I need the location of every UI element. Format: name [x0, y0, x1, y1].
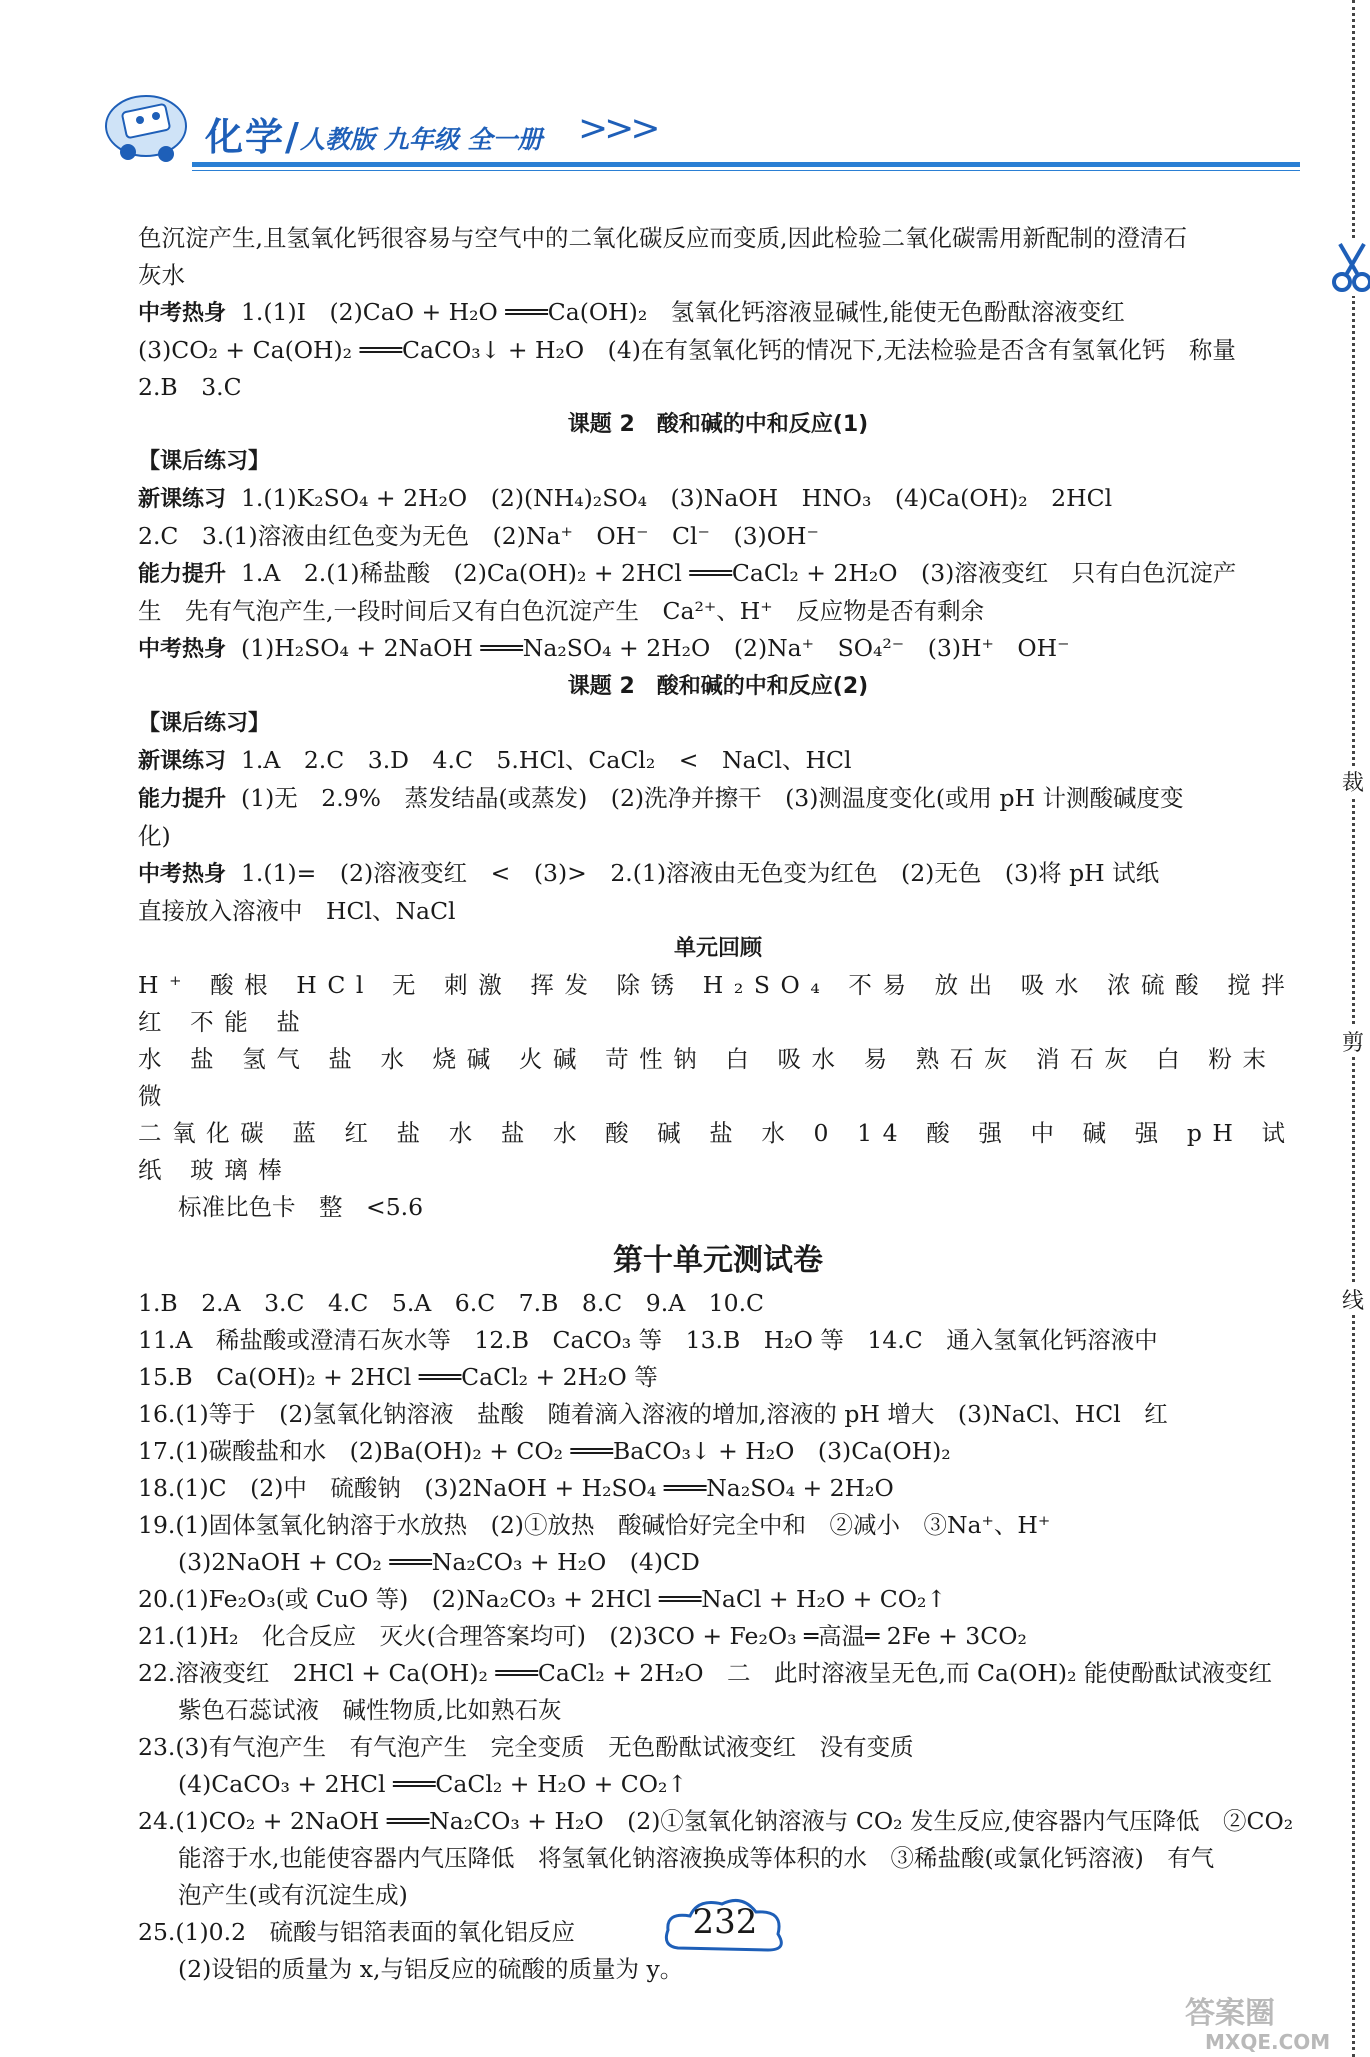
- text-line: 中考热身 1.(1)Ⅰ (2)CaO + H₂O ═══Ca(OH)₂ 氢氧化钙溶液显碱性,能使无色酚酞溶液变红: [138, 298, 1125, 326]
- text-line: 生 先有气泡产生,一段时间后又有白色沉淀产生 Ca²⁺、H⁺ 反应物是否有剩余: [138, 597, 985, 625]
- text-line: 灰水: [138, 261, 185, 289]
- review-line: H⁺ 酸根 HCl 无 刺激 挥发 除锈 H₂SO₄ 不易 放出 吸水 浓硫酸 搅拌 红 不能 盐: [138, 971, 1296, 1036]
- watermark-logo: [1175, 1985, 1365, 2055]
- answer-line: 能溶于水,也能使容器内气压降低 将氢氧化钠溶液换成等体积的水 ③稀盐酸(或氯化钙溶液) 有气: [178, 1844, 1215, 1872]
- edition-label: 人教版 九年级 全一册: [300, 125, 543, 154]
- answer-line: (3)2NaOH + CO₂ ═══Na₂CO₃ + H₂O (4)CD: [178, 1548, 700, 1576]
- header-rule-thin: [192, 170, 1300, 171]
- exercise-heading: 【课后练习】: [138, 711, 271, 736]
- section-title: 课题 2 酸和碱的中和反应(2): [567, 674, 869, 699]
- answer-line: 20.(1)Fe₂O₃(或 CuO 等) (2)Na₂CO₃ + 2HCl ═══NaCl + H₂O + CO₂↑: [138, 1585, 947, 1613]
- svg-text:MXQE.COM: MXQE.COM: [1205, 2030, 1331, 2054]
- section-title: 课题 2 酸和碱的中和反应(1): [567, 412, 869, 437]
- answer-content: [138, 220, 1298, 1988]
- answer-line: 15.B Ca(OH)₂ + 2HCl ═══CaCl₂ + 2H₂O 等: [138, 1363, 658, 1391]
- review-line: 二氧化碳 蓝 红 盐 水 盐 水 酸 碱 盐 水 0 14 酸 强 中 碱 强 pH 试纸 玻璃棒: [138, 1119, 1296, 1184]
- side-mark-line: 线: [1333, 1284, 1370, 1315]
- answer-line: 17.(1)碳酸盐和水 (2)Ba(OH)₂ + CO₂ ═══BaCO₃↓ + H₂O (3)Ca(OH)₂: [138, 1437, 951, 1465]
- answer-line: (4)CaCO₃ + 2HCl ═══CaCl₂ + H₂O + CO₂↑: [178, 1770, 688, 1798]
- page-number-text: 232: [692, 1902, 758, 1942]
- text-line: 直接放入溶液中 HCl、NaCl: [138, 897, 456, 925]
- chevrons-icon: >>>: [578, 108, 657, 149]
- text-line: 能力提升 (1)无 2.9% 蒸发结晶(或蒸发) (2)洗净并擦干 (3)测温度变化(或用 pH 计测酸碱度变: [138, 784, 1184, 812]
- text-line: 化): [138, 822, 171, 850]
- section-tag: 新课练习: [138, 487, 227, 512]
- answer-line: 紫色石蕊试液 碱性物质,比如熟石灰: [178, 1696, 562, 1724]
- text-line: 中考热身 (1)H₂SO₄ + 2NaOH ═══Na₂SO₄ + 2H₂O (2)Na⁺ SO₄²⁻ (3)H⁺ OH⁻: [138, 634, 1070, 662]
- text-line: 2.B 3.C: [138, 373, 242, 401]
- answer-line: 11.A 稀盐酸或澄清石灰水等 12.B CaCO₃ 等 13.B H₂O 等 14.C 通入氢氧化钙溶液中: [138, 1326, 1158, 1354]
- exercise-heading: 【课后练习】: [138, 449, 271, 474]
- answer-line: 18.(1)C (2)中 硫酸钠 (3)2NaOH + H₂SO₄ ═══Na₂SO₄ + 2H₂O: [138, 1474, 894, 1502]
- section-tag: 能力提升: [138, 787, 227, 812]
- text-line: (3)CO₂ + Ca(OH)₂ ═══CaCO₃↓ + H₂O (4)在有氢氧化钙的情况下,无法检验是否含有氢氧化钙 称量: [138, 336, 1236, 364]
- section-tag: 新课练习: [138, 749, 227, 774]
- scissors-icon: [1330, 240, 1370, 296]
- review-line: 标准比色卡 整 <5.6: [178, 1193, 424, 1221]
- answer-line: 23.(3)有气泡产生 有气泡产生 完全变质 无色酚酞试液变红 没有变质: [138, 1733, 914, 1761]
- answer-line: 19.(1)固体氢氧化钠溶于水放热 (2)①放热 酸碱恰好完全中和 ②减小 ③Na⁺、H⁺: [138, 1511, 1051, 1539]
- mascot-logo-icon: [100, 78, 192, 168]
- answer-line: 1.B 2.A 3.C 4.C 5.A 6.C 7.B 8.C 9.A 10.C: [138, 1289, 765, 1317]
- section-tag: 中考热身: [138, 301, 227, 326]
- answer-line: 泡产生(或有沉淀生成): [178, 1881, 408, 1909]
- text-line: 色沉淀产生,且氢氧化钙很容易与空气中的二氧化碳反应而变质,因此检验二氧化碳需用新配制的澄清石: [138, 224, 1187, 252]
- subject-title: 化学/: [205, 115, 301, 159]
- answer-line: 16.(1)等于 (2)氢氧化钠溶液 盐酸 随着滴入溶液的增加,溶液的 pH 增大 (3)NaCl、HCl 红: [138, 1400, 1168, 1428]
- answer-line: (2)设铝的质量为 x,与铝反应的硫酸的质量为 y。: [178, 1955, 684, 1983]
- svg-text:答案圈: 答案圈: [1185, 1996, 1275, 2031]
- header-rule: [192, 162, 1300, 167]
- text-line: 新课练习 1.(1)K₂SO₄ + 2H₂O (2)(NH₄)₂SO₄ (3)NaOH HNO₃ (4)Ca(OH)₂ 2HCl: [138, 484, 1113, 512]
- answer-line: 21.(1)H₂ 化合反应 灭火(合理答案均可) (2)3CO + Fe₂O₃ ═高温═ 2Fe + 3CO₂: [138, 1622, 1027, 1650]
- section-tag: 中考热身: [138, 862, 227, 887]
- section-title: 单元回顾: [673, 936, 762, 961]
- page-header: [0, 0, 1370, 180]
- review-line: 水 盐 氢气 盐 水 烧碱 火碱 苛性钠 白 吸水 易 熟石灰 消石灰 白 粉末 微: [138, 1045, 1277, 1110]
- test-title: 第十单元测试卷: [613, 1243, 823, 1278]
- side-mark-cut: 裁: [1333, 766, 1370, 797]
- answer-line: 25.(1)0.2 硫酸与铝箔表面的氧化铝反应: [138, 1918, 576, 1946]
- text-line: 2.C 3.(1)溶液由红色变为无色 (2)Na⁺ OH⁻ Cl⁻ (3)OH⁻: [138, 522, 819, 550]
- answer-line: 24.(1)CO₂ + 2NaOH ═══Na₂CO₃ + H₂O (2)①氢氧化钠溶液与 CO₂ 发生反应,使容器内气压降低 ②CO₂: [138, 1807, 1294, 1835]
- side-mark-snip: 剪: [1333, 1026, 1370, 1057]
- answer-line: 22.溶液变红 2HCl + Ca(OH)₂ ═══CaCl₂ + 2H₂O 二 此时溶液呈无色,而 Ca(OH)₂ 能使酚酞试液变红: [138, 1659, 1272, 1687]
- text-line: 能力提升 1.A 2.(1)稀盐酸 (2)Ca(OH)₂ + 2HCl ═══CaCl₂ + 2H₂O (3)溶液变红 只有白色沉淀产: [138, 559, 1237, 587]
- page-number: [660, 1890, 790, 1960]
- text-line: 中考热身 1.(1)= (2)溶液变红 < (3)> 2.(1)溶液由无色变为红色 (2)无色 (3)将 pH 试纸: [138, 859, 1160, 887]
- section-tag: 能力提升: [138, 562, 227, 587]
- text-line: 新课练习 1.A 2.C 3.D 4.C 5.HCl、CaCl₂ < NaCl、HCl: [138, 746, 852, 774]
- section-tag: 中考热身: [138, 637, 227, 662]
